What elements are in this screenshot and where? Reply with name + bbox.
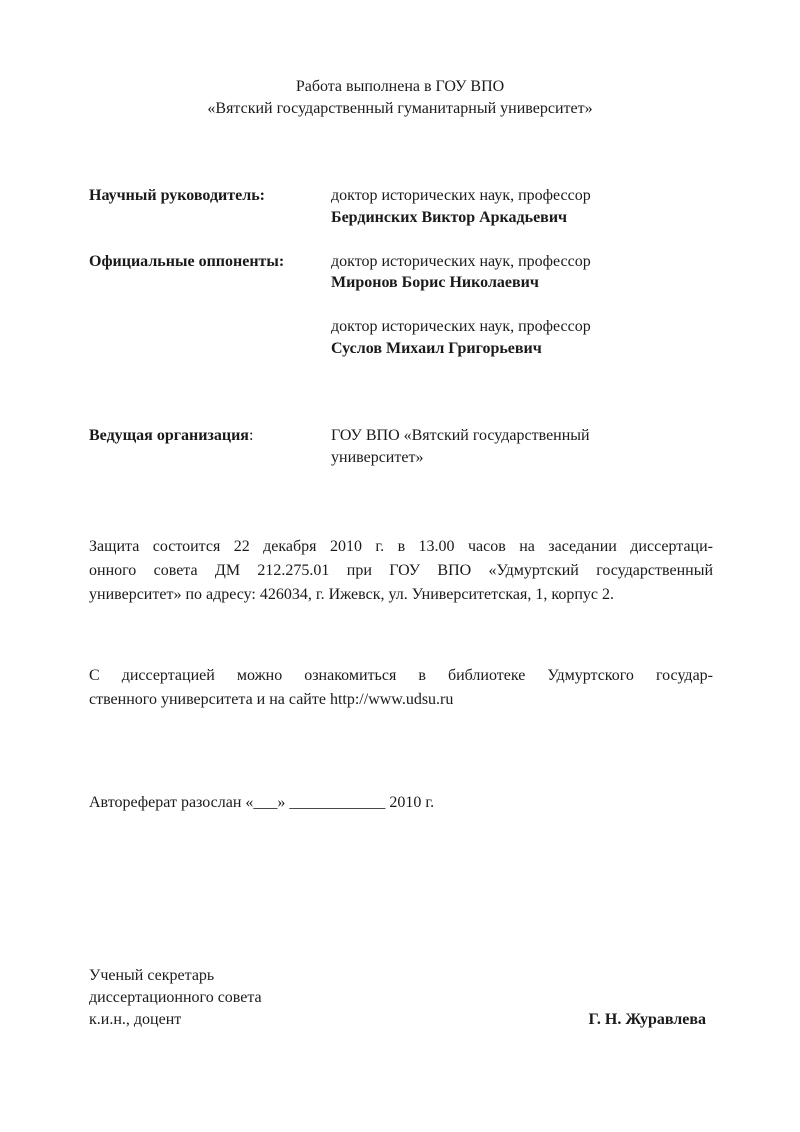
lead-org-line-1: ГОУ ВПО «Вятский государственный [331,427,590,444]
opponents-label: Официальные оппоненты: [89,253,285,270]
secretary-line-2: диссертационного совета [89,989,262,1006]
secretary-line-3: к.и.н., доцент [89,1011,182,1028]
library-paragraph [89,664,713,712]
lead-org-label: Ведущая организация [89,427,249,444]
secretary-line-1: Ученый секретарь [89,967,215,984]
lead-org-line-2: университет» [331,449,424,466]
library-line-1: С диссертацией можно ознакомиться в библиотеке Удмуртского государ- [89,667,713,684]
opponent-2-degree: доктор исторических наук, профессор [331,318,591,335]
defense-line-2: онного совета ДМ 212.275.01 при ГОУ ВПО «Удмуртский государственный [89,562,713,579]
header-line-2: «Вятский государственный гуманитарный университет» [207,100,593,117]
opponent-2-name: Суслов Михаил Григорьевич [331,340,542,357]
supervisor-label: Научный руководитель: [89,187,265,204]
defense-line-1: Защита состоится 22 декабря 2010 г. в 13.00 часов на заседании диссертаци- [89,538,713,555]
opponent-1-degree: доктор исторических наук, профессор [331,253,591,270]
supervisor-degree: доктор исторических наук, профессор [331,187,591,204]
lead-org-label-wrap [89,427,253,445]
secretary-name: Г. Н. Журавлева [588,1011,706,1028]
library-line-2: ственного университета и на сайте http://www.udsu.ru [89,691,454,708]
opponent-1-name: Миронов Борис Николаевич [331,274,539,291]
defense-paragraph [89,535,713,607]
supervisor-name: Бердинских Виктор Аркадьевич [331,209,568,226]
sent-line: Автореферат разослан «___» ____________ 2010 г. [89,794,435,811]
defense-line-3: университет» по адресу: 426034, г. Ижевск, ул. Университетская, 1, корпус 2. [89,586,615,603]
header-line-1: Работа выполнена в ГОУ ВПО [295,78,505,95]
lead-org-label-colon: : [248,427,254,444]
